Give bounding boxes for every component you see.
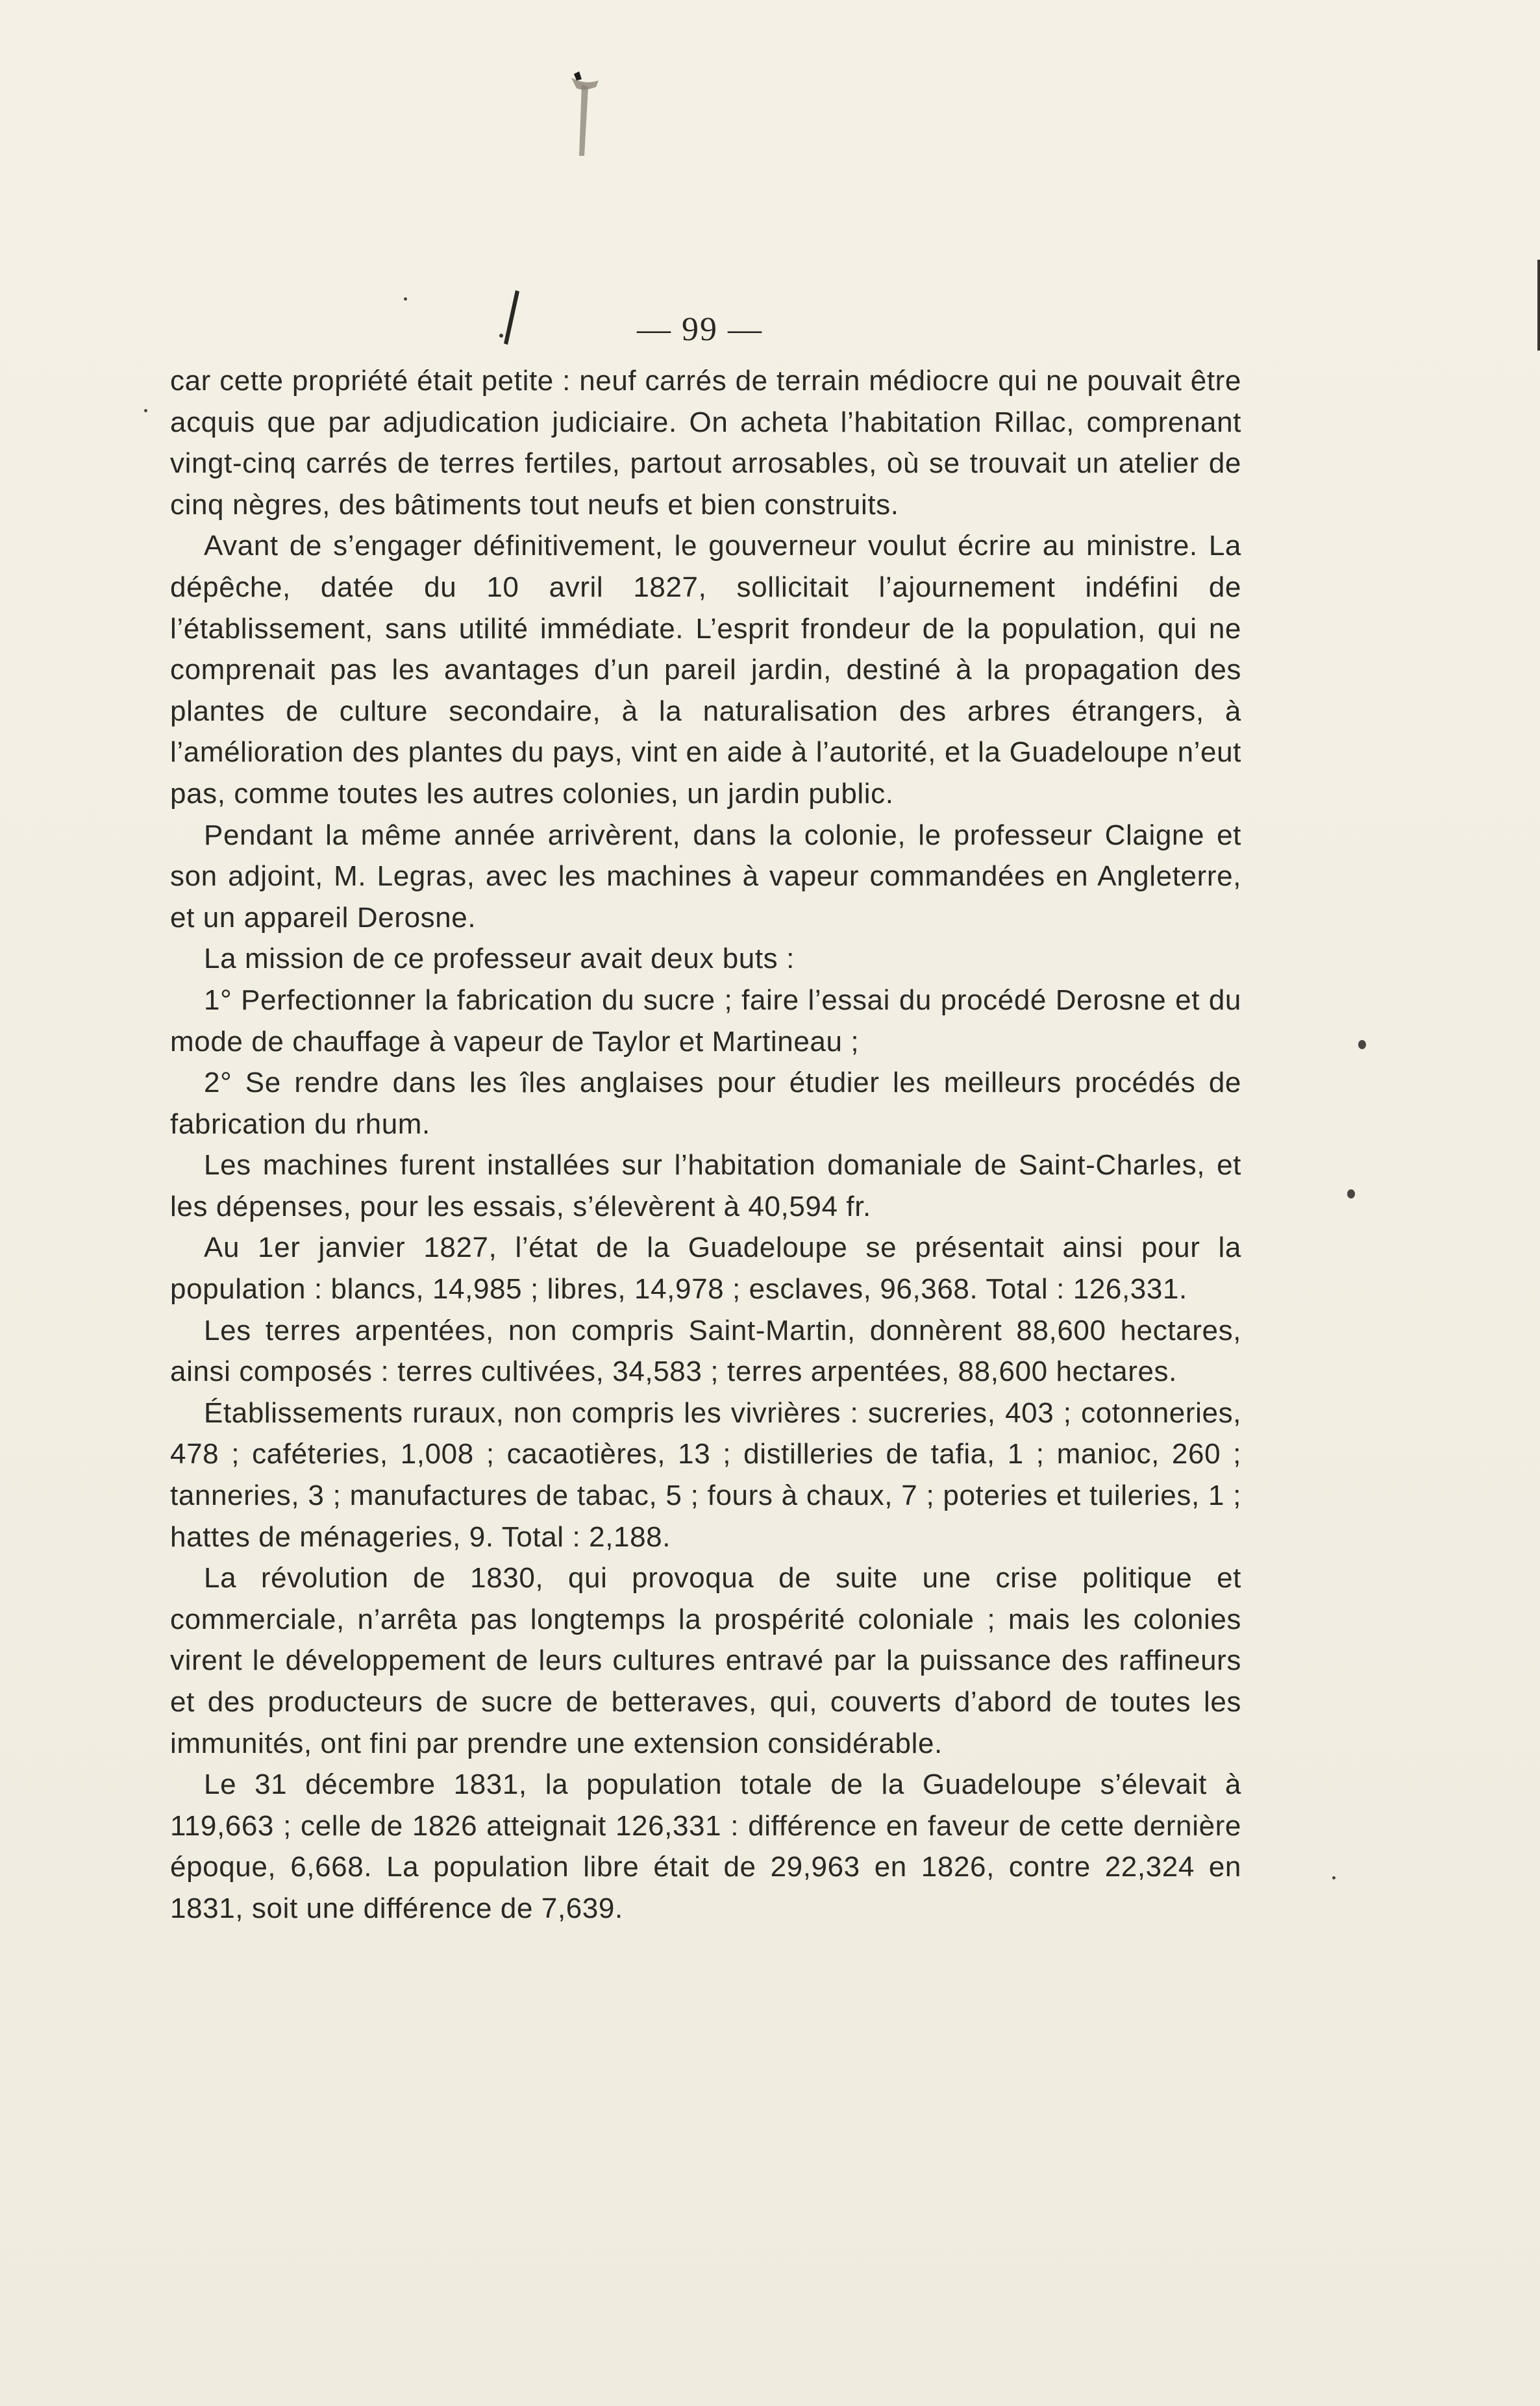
page-edge-shadow <box>1537 260 1540 351</box>
paragraph: Au 1er janvier 1827, l’état de la Guadeloupe se présentait ainsi pour la population : blancs, 14,985 ; libres, 14,978 ; esclaves, 96,368. Total : 126,331. <box>170 1232 1241 1306</box>
body-text <box>170 360 1241 1929</box>
ink-mark-slash <box>499 289 525 347</box>
paragraph: Pendant la même année arrivèrent, dans la colonie, le professeur Claigne et son adjoint, M. Legras, avec les machines à vapeur commandées en Angleterre, et un appareil Derosne. <box>170 819 1241 934</box>
ink-speck <box>1332 1876 1335 1879</box>
ink-mark-top <box>560 65 612 162</box>
ink-speck <box>1347 1189 1355 1198</box>
page-number: — 99 — <box>637 311 763 348</box>
paragraph: Le 31 décembre 1831, la population totale de la Guadeloupe s’élevait à 119,663 ; celle de 1826 atteignait 126,331 : différence en faveur de cette dernière époque, 6,668. La population libre était de 29,963 en 1826, contre 22,324 en 1831, soit une différence de 7,639. <box>170 1768 1241 1924</box>
paragraph: Les terres arpentées, non compris Saint-Martin, donnèrent 88,600 hectares, ainsi composés : terres cultivées, 34,583 ; terres arpentées, 88,600 hectares. <box>170 1314 1241 1388</box>
paragraph: La révolution de 1830, qui provoqua de suite une crise politique et commerciale, n’arrêta pas longtemps la prospérité coloniale ; mais les colonies virent le développement de leurs cultures entravé par la puissance des raffineurs et des producteurs de sucre de betteraves, qui, couverts d’abord de toutes les immunités, ont fini par prendre une extension considérable. <box>170 1562 1241 1759</box>
paragraph: Avant de s’engager définitivement, le gouverneur voulut écrire au ministre. La dépêche, datée du 10 avril 1827, sollicitait l’ajournement indéfini de l’établissement, sans utilité immédiate. L’esprit frondeur de la population, qui ne comprenait pas les avantages d’un pareil jardin, destiné à la propagation des plantes de culture secondaire, à la naturalisation des arbres étrangers, à l’amélioration des plantes du pays, vint en aide à l’autorité, et la Guadeloupe n’eut pas, comme toutes les autres colonies, un jardin public. <box>170 530 1241 810</box>
paragraph: Les machines furent installées sur l’habitation domaniale de Saint-Charles, et les dépenses, pour les essais, s’élevèrent à 40,594 fr. <box>170 1149 1241 1222</box>
paragraph: 2° Se rendre dans les îles anglaises pour étudier les meilleurs procédés de fabrication du rhum. <box>170 1067 1241 1140</box>
ink-speck <box>1358 1040 1366 1049</box>
paragraph: car cette propriété était petite : neuf carrés de terrain médiocre qui ne pouvait être acquis que par adjudication judiciaire. On acheta l’habitation Rillac, comprenant vingt-cinq carrés de terres fertiles, partout arrosables, où se trouvait un atelier de cinq nègres, des bâtiments tout neufs et bien construits. <box>170 365 1241 521</box>
ink-speck <box>144 409 147 412</box>
paragraph: La mission de ce professeur avait deux buts : <box>204 943 795 975</box>
paragraph: Établissements ruraux, non compris les vivrières : sucreries, 403 ; cotonneries, 478 ; caféteries, 1,008 ; cacaotières, 13 ; distilleries de tafia, 1 ; manioc, 260 ; tanneries, 3 ; manufactures de tabac, 5 ; fours à chaux, 7 ; poteries et tuileries, 1 ; hattes de ménageries, 9. Total : 2,188. <box>170 1396 1241 1553</box>
ink-speck <box>404 297 407 301</box>
paragraph: 1° Perfectionner la fabrication du sucre ; faire l’essai du procédé Derosne et du mode de chauffage à vapeur de Taylor et Martineau ; <box>170 984 1241 1058</box>
